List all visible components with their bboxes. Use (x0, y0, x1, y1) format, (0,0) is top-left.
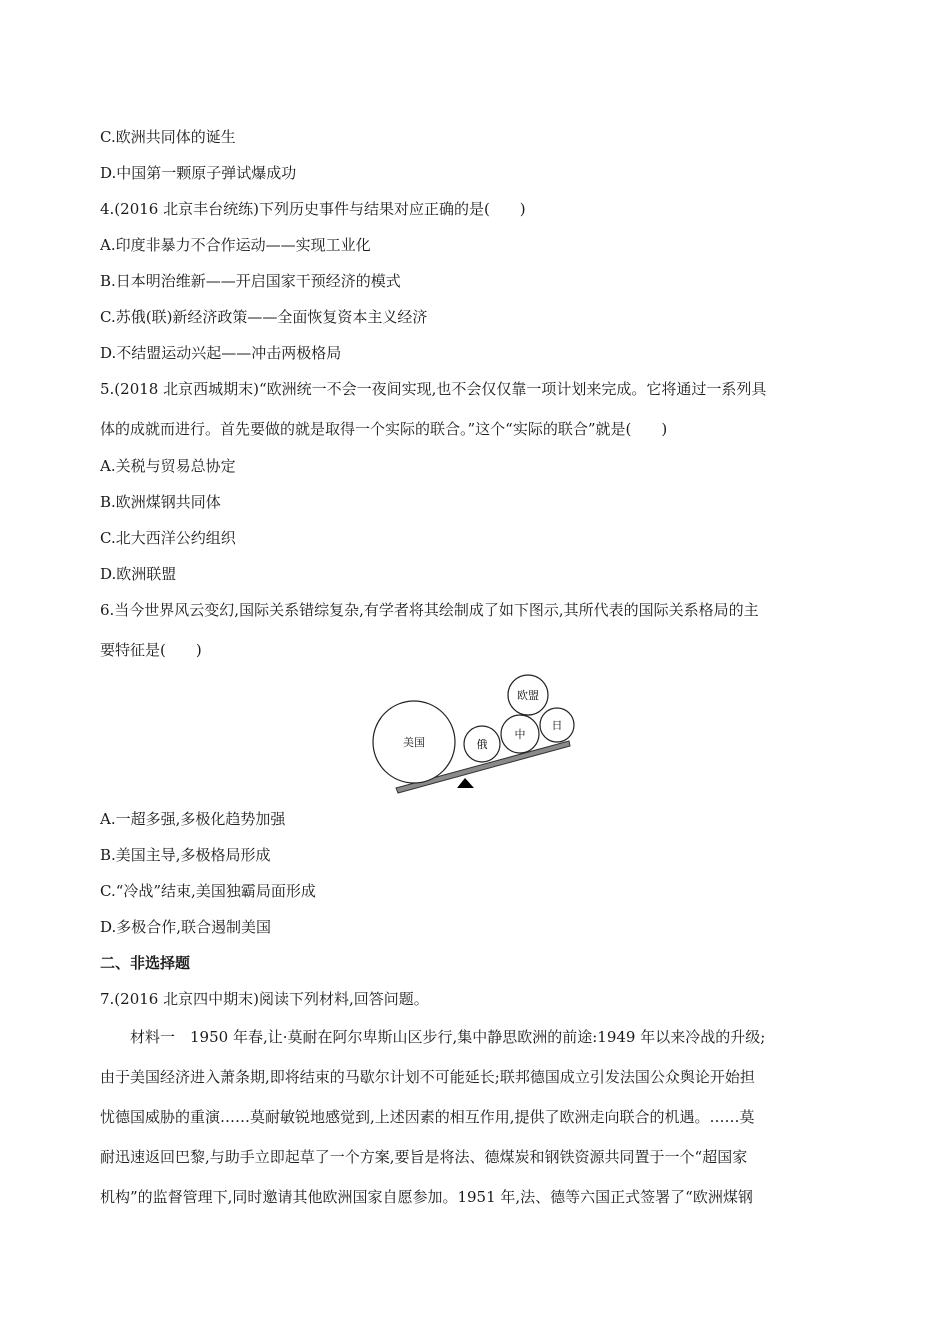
russia-label: 俄 (476, 738, 488, 751)
q5-stem-line1: 5.(2018 北京西城期末)“欧洲统一不会一夜间实现,也不会仅仅靠一项计划来完成。它将通过一系列具 (100, 380, 767, 398)
q6-stem-line1: 6.当今世界风云变幻,国际关系错综复杂,有学者将其绘制成了如下图示,其所代表的国际关系格局的主 (100, 601, 759, 619)
q6-option-c: C.“冷战”结束,美国独霸局面形成 (100, 882, 316, 900)
balance-diagram (370, 668, 580, 796)
q6-stem-line2: 要特征是( ) (100, 641, 202, 659)
china-label: 中 (514, 728, 526, 741)
q4-option-d: D.不结盟运动兴起——冲击两极格局 (100, 344, 342, 362)
q7-material-line2: 由于美国经济进入萧条期,即将结束的马歇尔计划不可能延长;联邦德国成立引发法国公众舆论开始担 (100, 1068, 755, 1086)
q5-option-b: B.欧洲煤钢共同体 (100, 493, 221, 511)
q4-option-b: B.日本明治维新——开启国家干预经济的模式 (100, 272, 401, 290)
q6-option-a: A.一超多强,多极化趋势加强 (100, 810, 286, 828)
section-heading: 二、非选择题 (100, 954, 191, 972)
q3-option-d: D.中国第一颗原子弹试爆成功 (100, 164, 297, 182)
q7-material-line1: 材料一 1950 年春,让·莫耐在阿尔卑斯山区步行,集中静思欧洲的前途:1949 年以来冷战的升级; (100, 1028, 766, 1046)
q3-option-c: C.欧洲共同体的诞生 (100, 128, 236, 146)
q7-stem: 7.(2016 北京四中期末)阅读下列材料,回答问题。 (100, 990, 429, 1008)
eu-label: 欧盟 (517, 689, 539, 702)
q5-option-c: C.北大西洋公约组织 (100, 529, 236, 547)
q5-stem-line2: 体的成就而进行。首先要做的就是取得一个实际的联合。”这个“实际的联合”就是( ) (100, 420, 668, 438)
fulcrum-icon (457, 778, 474, 788)
q5-option-d: D.欧洲联盟 (100, 565, 177, 583)
q7-material-line3: 忧德国威胁的重演……莫耐敏锐地感觉到,上述因素的相互作用,提供了欧洲走向联合的机遇。……莫 (100, 1108, 755, 1126)
q6-option-d: D.多极合作,联合遏制美国 (100, 918, 272, 936)
q4-option-c: C.苏俄(联)新经济政策——全面恢复资本主义经济 (100, 308, 428, 326)
q4-stem: 4.(2016 北京丰台统练)下列历史事件与结果对应正确的是( ) (100, 200, 526, 218)
q7-material-line4: 耐迅速返回巴黎,与助手立即起草了一个方案,要旨是将法、德煤炭和钢铁资源共同置于一个“超国家 (100, 1148, 748, 1166)
q4-option-a: A.印度非暴力不合作运动——实现工业化 (100, 236, 371, 254)
q6-option-b: B.美国主导,多极格局形成 (100, 846, 271, 864)
q7-material-line5: 机构”的监督管理下,同时邀请其他欧洲国家自愿参加。1951 年,法、德等六国正式签署了“欧洲煤钢 (100, 1188, 753, 1206)
q5-option-a: A.关税与贸易总协定 (100, 457, 236, 475)
japan-label: 日 (551, 719, 563, 732)
usa-label: 美国 (403, 736, 425, 749)
